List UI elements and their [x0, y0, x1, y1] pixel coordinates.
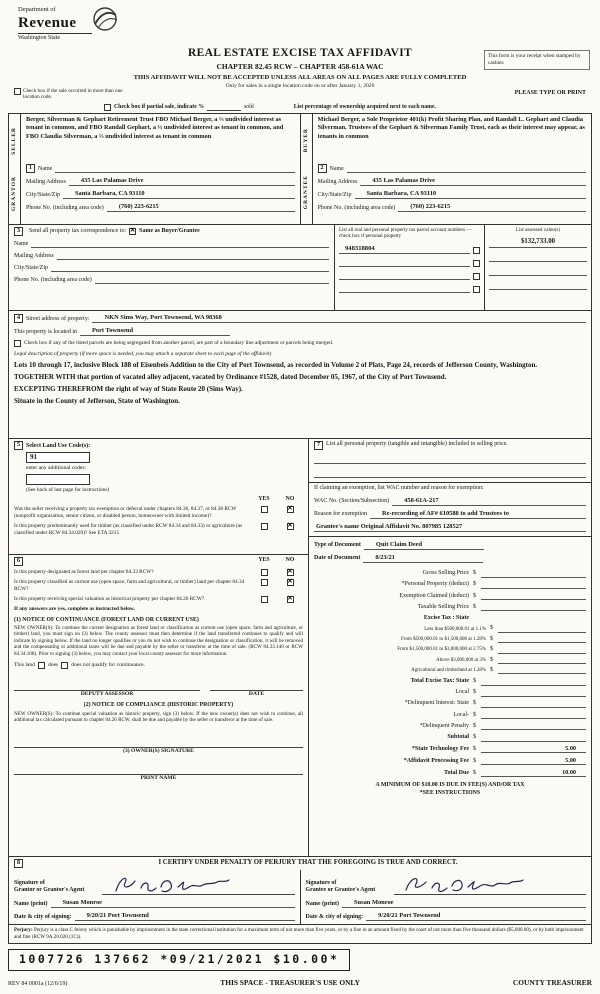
dollar-sign: $ [473, 592, 476, 599]
notice-continuance-body: NEW OWNER(S): To continue the current designation as forest land or classification as current use (open space, farm and agriculture, or timber) land, you must sign on (3) below. The county assessor must then determine if the land transferred continues to qualify and will indicate by signing below. If the land no longer qualifies or you do not wish to continue the designation or classification, it will be removed and the compensating or additional taxes will be due and payable by the seller or transferor at the time of sale. (RCW 84.33.140 or RCW 84.34.108). Prior to signing (3) below, you may contact your local county assessor for more information. [14, 624, 303, 657]
grantee-date-city-label: Date & city of signing: [305, 913, 364, 920]
section-5-number: 5 [14, 441, 23, 450]
deputy-assessor-date-line[interactable] [210, 683, 303, 691]
money-input[interactable]: 5.00 [481, 745, 586, 754]
parcel-number-input-2[interactable] [339, 259, 470, 267]
s5-q1-text: Was the seller receiving a property tax exemption or deferral under chapters 84.36, 84.37, or 84.38 RCW (nonprofit organization, senior citizen, or disabled person, homeowner with limited income)? [14, 505, 237, 519]
owner-signature-line[interactable] [14, 740, 303, 748]
land-use-code-input[interactable]: 91 [26, 452, 90, 463]
s5-no-header: NO [285, 495, 295, 502]
grantee-date-city-input[interactable]: 9/20/21 Port Townsend [366, 912, 586, 921]
section-7-divider-2 [309, 536, 591, 537]
dollar-sign: $ [490, 635, 493, 642]
s6-q3-yes-checkbox[interactable] [261, 596, 268, 603]
personal-property-input-1[interactable] [314, 455, 586, 464]
money-row-rate-4 [314, 656, 586, 664]
corr-csz-input[interactable] [51, 264, 329, 272]
seller-strip-label: SELLER [11, 127, 18, 156]
money-input[interactable] [498, 666, 586, 674]
money-row-local [314, 689, 586, 697]
money-input[interactable] [481, 581, 586, 589]
grantee-strip-label: GRANTEE [302, 175, 309, 210]
money-label: Gross Selling Price [422, 570, 469, 577]
section-7-number: 7 [314, 441, 323, 450]
form-header [8, 4, 592, 100]
legal-description-paragraph-3: EXCEPTING THEREFROM the right of way of State Route 20 (Sims Way). [14, 385, 243, 394]
buyer-mailing-input[interactable]: 435 Las Palamas Drive [360, 177, 586, 186]
additional-codes-input[interactable] [26, 474, 90, 485]
money-row-tech-fee [314, 745, 586, 754]
warning-line: THIS AFFIDAVIT WILL NOT BE ACCEPTED UNLESS ALL AREAS ON ALL PAGES ARE FULLY COMPLETED [133, 73, 467, 81]
certify-statement: I CERTIFY UNDER PENALTY OF PERJURY THAT THE FOREGOING IS TRUE AND CORRECT. [158, 859, 458, 867]
buyer-csz-label: City/State/Zip [317, 191, 352, 198]
dollar-sign: $ [473, 757, 476, 764]
corr-name-label: Name [14, 240, 29, 247]
s5-question-1 [14, 506, 303, 520]
minimum-fee-note [314, 782, 586, 798]
land-does-checkbox[interactable] [38, 662, 45, 669]
signature-grid [9, 870, 591, 924]
wac-input[interactable]: 458-61A-217 [392, 497, 586, 506]
parcel-personal-checkbox-1[interactable] [473, 247, 480, 254]
assessed-values-column [485, 225, 591, 310]
reason-exemption-label: Reason for exemption [314, 511, 367, 517]
assessed-value-input-4[interactable] [489, 281, 587, 290]
dollar-sign: $ [473, 745, 476, 752]
chapter-line: CHAPTER 82.45 RCW – CHAPTER 458-61A WAC [216, 62, 384, 72]
section-6-number: 6 [14, 557, 23, 566]
assessed-values-label: List assessed value(s) [515, 227, 561, 233]
seller-csz-input[interactable]: Santa Barbara, CA 93110 [63, 190, 295, 199]
owner-signature-label: (3) OWNER(S) SIGNATURE [123, 747, 194, 754]
s6-question-2 [14, 579, 303, 593]
money-row-rate-1 [314, 625, 586, 633]
seller-mailing-input[interactable]: 435 Las Palamas Drive [69, 177, 295, 186]
grantee-sig-label-1: Signature of [305, 879, 337, 886]
dollar-sign: $ [490, 646, 493, 653]
perjury-note [9, 924, 591, 943]
s6-q3-no-checkbox[interactable]: ✕ [287, 595, 293, 602]
money-input[interactable] [498, 635, 586, 643]
s6-q1-text: Is this property designated as forest land per chapter 84.33 RCW? [14, 569, 154, 575]
same-as-buyer-checkbox[interactable]: ✕ [129, 227, 136, 235]
lower-columns [8, 439, 592, 857]
section-1-seller [9, 114, 300, 224]
s5-q2-text: Is this property predominantly used for timber (as classified under RCW 84.34 and 84.33) or agriculture (as classified under RCW 84.34.020)? See ETA 3215 [14, 522, 243, 536]
section-2-buyer [300, 114, 592, 224]
corr-phone-input[interactable] [95, 276, 329, 284]
money-input[interactable] [481, 603, 586, 611]
money-label: Local- [453, 711, 469, 718]
seller-name-label: Name [38, 165, 53, 172]
s6-yes-header: YES [258, 557, 270, 563]
segregated-checkbox[interactable] [14, 340, 21, 347]
parcel-number-input-4[interactable] [339, 285, 470, 293]
section-6-designations [9, 555, 308, 856]
personal-property-label: List all personal property (tangible and intangible) included in selling price. [326, 441, 508, 447]
s5-q1-no-checkbox[interactable]: ✕ [287, 505, 293, 513]
money-input[interactable] [481, 689, 586, 697]
money-input[interactable] [498, 625, 586, 633]
perjury-label: Perjury: [14, 927, 33, 933]
does-label: does [47, 662, 59, 669]
section-8-certification [8, 857, 592, 944]
money-row-delinquent-penalty [314, 722, 586, 730]
parcel-number-input-1[interactable]: 948318804 [339, 245, 470, 254]
street-address-input[interactable]: NKN Sims Way, Port Townsend, WA 98368 [92, 314, 586, 323]
grantor-name-print-input[interactable]: Susan Monroe [51, 899, 295, 908]
s5-q1-yes-checkbox[interactable] [261, 506, 268, 513]
deputy-assessor-signature-line[interactable] [14, 683, 200, 691]
s6-q1-no-checkbox[interactable]: ✕ [287, 568, 293, 576]
seller-fields [21, 114, 300, 224]
money-label: Total Due [444, 769, 469, 776]
money-row-processing-fee [314, 757, 586, 766]
footer-line [8, 978, 592, 989]
money-label: Less than $500,000.01 at 1.1% [424, 626, 486, 632]
grantor-strip-label: GRANTOR [11, 175, 18, 211]
type-of-document-input[interactable]: Quit Claim Deed [364, 541, 484, 550]
money-label: From $1,500,000.01 to $3,000,000 at 2.75% [397, 647, 486, 653]
s6-question-3 [14, 596, 303, 603]
money-input[interactable] [481, 592, 586, 600]
dollar-sign: $ [490, 666, 493, 673]
seller-phone-input[interactable]: (760) 223-6215 [107, 203, 295, 212]
money-row-total-due [314, 769, 586, 778]
seller-phone-label: Phone No. (including area code) [26, 204, 104, 211]
dollar-sign: $ [473, 603, 476, 610]
money-row-exemption [314, 592, 586, 600]
logo-revenue-text: Revenue [18, 15, 77, 32]
dollar-sign: $ [473, 689, 476, 696]
s6-q1-yes-checkbox[interactable] [261, 569, 268, 576]
buyer-mailing-label: Mailing Address [317, 178, 358, 185]
money-row-total-state [314, 678, 586, 686]
ownership-note: List percentage of ownership acquired next to each name. [293, 103, 436, 110]
dollar-sign: $ [473, 570, 476, 577]
money-label: Taxable Selling Price [417, 603, 469, 610]
section-1-number: 1 [26, 164, 35, 173]
grantee-sig-label-2: Grantee or Grantee's Agent [305, 887, 376, 894]
money-input[interactable] [481, 700, 586, 708]
money-label: Subtotal [447, 734, 469, 741]
notice-compliance-body: NEW OWNER(S): To continue special valuation as historic property, sign (3) below. If the new owner(s) does not wish to continue, all additional tax calculated pursuant to chapter 84.26 RCW, shall be due and payable by the seller or transferor at the time of sale. [14, 710, 303, 724]
buyer-phone-label: Phone No. (including area code) [317, 204, 396, 211]
land-use-label: Select Land Use Code(s): [26, 442, 91, 449]
dollar-sign: $ [473, 581, 476, 588]
parcel-personal-checkbox-3[interactable] [473, 273, 480, 280]
section-7-divider-1 [309, 482, 591, 483]
logo-state-text: Washington State [18, 33, 92, 43]
dollar-sign: $ [490, 625, 493, 632]
treasurer-space-label: THIS SPACE - TREASURER'S USE ONLY [220, 977, 361, 987]
buyer-name-line[interactable] [347, 165, 586, 173]
land-does-not-checkbox[interactable] [61, 662, 68, 669]
dor-logo [18, 6, 138, 42]
money-label: From $500,000.01 to $1,500,000 at 1.28% [401, 636, 486, 642]
s5-yes-header: YES [258, 495, 270, 502]
section-2-number: 2 [318, 164, 327, 173]
money-row-rate-3 [314, 646, 586, 654]
grantor-sig-label-2: Grantor or Grantor's Agent [14, 887, 85, 894]
legal-description-paragraph-4: Situate in the County of Jefferson, State of Washington. [14, 397, 180, 406]
section-3-correspondence [8, 225, 592, 311]
left-column [9, 439, 309, 856]
buyer-grantee-strip [301, 114, 313, 224]
money-label: *Affidavit Processing Fee [403, 757, 469, 764]
street-address-label: Street address of property: [26, 315, 90, 322]
cashier-stamp: 1007726 137662 *09/21/2021 $10.00* [8, 949, 350, 970]
partial-sale-label: Check box if partial sale, indicate % [114, 103, 205, 110]
located-in-label: This property is located in [14, 328, 77, 335]
money-input[interactable] [481, 722, 586, 730]
section-3-number: 3 [14, 227, 23, 236]
corr-name-input[interactable] [31, 240, 329, 248]
parcel-header: List all real and personal property tax parcel account numbers — check box if personal property [339, 227, 472, 240]
seller-mailing-label: Mailing Address [26, 178, 66, 185]
s6-q3-text: Is this property receiving special valuation as historical property per chapter 84.26 RCW? [14, 595, 205, 602]
money-row-gross [314, 570, 586, 578]
s6-q2-yes-checkbox[interactable] [261, 579, 268, 586]
s5-q2-yes-checkbox[interactable] [261, 523, 268, 530]
money-input[interactable] [481, 734, 586, 742]
seller-name-value[interactable]: Berger, Silverman & Gephart Retirement Trust FBO Michael Berger, a ⅓ undivided interest as tenant in common, and FBO Randall Gephart, a ⅓ undivided interest as tenant in common, and FBO Claudia Silverman, a ⅓ undivided interest as tenant in common [26, 116, 284, 140]
money-input[interactable] [498, 656, 586, 664]
grantee-signature-line[interactable] [394, 871, 587, 895]
sold-label: sold [244, 103, 254, 110]
legal-description-paragraph-2: TOGETHER WITH that portion of vacated alley adjacent, vacated by Ordinance #1528, dated December 05, 1967, of the City of Port Townsend. [14, 372, 447, 381]
dor-logo-mark-icon [90, 6, 120, 34]
dollar-sign: $ [473, 678, 476, 685]
money-label: Total Excise Tax: State [410, 678, 469, 685]
s5-question-2 [14, 523, 303, 537]
parcel-personal-checkbox-2[interactable] [473, 260, 480, 267]
seller-name-line[interactable] [55, 165, 294, 173]
corr-csz-label: City/State/Zip [14, 264, 48, 271]
section-7-tax [309, 439, 591, 856]
money-input[interactable] [481, 711, 586, 719]
buyer-phone-input[interactable]: (760) 223-6215 [398, 203, 586, 212]
does-not-label: does not qualify for continuance. [71, 662, 146, 669]
type-or-print-label: PLEASE TYPE OR PRINT [514, 90, 586, 96]
partial-sale-percent-input[interactable] [207, 110, 241, 111]
print-name-label: PRINT NAME [140, 774, 177, 781]
grantee-name-print-input[interactable]: Susan Monroe [342, 899, 586, 908]
minimum-fee-line-1: A MINIMUM OF $10.00 IS DUE IN FEE(S) AND/OR TAX [375, 782, 525, 789]
buyer-fields [313, 114, 592, 224]
perjury-body: Perjury is a class C felony which is punishable by imprisonment in the state correctional institution for a maximum term of not more than five years, or by a fine in an amount fixed by the court of not more than five thousand dollars ($5,000.00), or by both imprisonment and fine (RCW 9A.20.020 (1C)). [14, 927, 584, 940]
s6-q2-no-checkbox[interactable]: ✕ [287, 578, 293, 586]
money-row-subtotal [314, 734, 586, 742]
parcel-numbers-column [335, 225, 485, 310]
segregated-label: Check box if any of the listed parcels are being segregated from another parcel, are part of a boundary line adjustment or parcels being merged. [24, 340, 334, 347]
personal-property-input-2[interactable] [314, 469, 586, 478]
date-label: DATE [248, 691, 265, 698]
buyer-name-value[interactable]: Michael Berger, a Sole Proprietor 401(k) Profit Sharing Plan, and Randall L. Gephart and Claudia Silverman, Trustees of the Gephart & Silverman Family Trust, each as their interest may appear, as tenants in common [317, 116, 585, 140]
money-label: *Personal Property (deduct) [401, 581, 469, 588]
grantor-signature [106, 872, 246, 898]
exemption-header: If claiming an exemption, list WAC number and reason for exemption: [314, 485, 484, 491]
seller-csz-label: City/State/Zip [26, 191, 60, 198]
see-back-note: (See back of last page for instructions) [26, 486, 110, 493]
reason-exemption-input-2[interactable]: Grantee's name Original Affidavit No. 807985 128527 [314, 523, 586, 532]
s6-q2-text: Is this property classified as current use (open space, farm and agricultural, or timber) land per chapter 84.34 RCW? [14, 579, 245, 592]
dollar-sign: $ [473, 722, 476, 729]
correspondence-fields [9, 225, 335, 310]
money-label: Excise Tax : State [423, 614, 469, 621]
money-table [314, 567, 586, 778]
continuance-qualify-row [14, 662, 303, 669]
date-of-document-label: Date of Document [314, 555, 361, 561]
assessed-value-input-2[interactable] [489, 253, 587, 262]
dollar-sign: $ [473, 769, 476, 776]
assessed-value-input-3[interactable] [489, 267, 587, 276]
money-input[interactable]: 5.00 [481, 757, 586, 766]
parties-section [8, 113, 592, 225]
type-of-document-label: Type of Document [314, 542, 361, 548]
s5-q2-no-checkbox[interactable]: ✕ [287, 521, 293, 529]
money-label: Local [455, 689, 469, 696]
section-8-number: 8 [14, 859, 23, 868]
s6-no-header: NO [285, 557, 295, 563]
dollar-sign: $ [473, 700, 476, 707]
section-4-number: 4 [14, 314, 23, 323]
money-label: *Delinquent Interest: State [404, 700, 469, 707]
money-input[interactable] [498, 646, 586, 654]
wac-label: WAC No. (Section/Subsection) [314, 498, 390, 504]
grantee-signature [398, 872, 538, 898]
section-4-property [8, 311, 592, 439]
same-as-buyer-label: Same as Buyer/Grantee [139, 227, 200, 234]
money-row-personal [314, 581, 586, 589]
county-treasurer-label: COUNTY TREASURER [512, 977, 592, 987]
grantee-name-print-label: Name (print) [305, 900, 339, 907]
partial-sale-checkbox[interactable] [104, 104, 111, 111]
multi-location-checkbox[interactable] [14, 88, 21, 95]
money-label: Above $3,000,000 at 3% [436, 657, 486, 663]
money-row-delinquent-interest [314, 700, 586, 708]
only-for-line: Only for sales in a single location code on or after January 1, 2020 [225, 82, 375, 89]
form-title: REAL ESTATE EXCISE TAX AFFIDAVIT [188, 47, 412, 59]
grantor-date-city-label: Date & city of signing: [14, 913, 72, 920]
money-input[interactable] [481, 570, 586, 578]
grantor-sig-label-1: Signature of [14, 879, 45, 886]
reason-exemption-input-1[interactable]: Re-recording of AF# 610588 to add Trustees to [370, 510, 586, 519]
money-input[interactable]: 10.00 [481, 769, 586, 778]
s6-question-1 [14, 569, 303, 576]
parcel-personal-checkbox-4[interactable] [473, 286, 480, 293]
buyer-name-label: Name [329, 165, 344, 172]
print-name-line[interactable] [14, 767, 303, 775]
dollar-sign: $ [490, 656, 493, 663]
grantor-signature-block [9, 870, 300, 924]
assessed-value-input-1[interactable]: $132,733.00 [489, 238, 587, 247]
seller-grantor-strip [9, 114, 21, 224]
deputy-assessor-label: DEPUTY ASSESSOR [80, 691, 134, 698]
minimum-fee-line-2: *SEE INSTRUCTIONS [419, 790, 481, 797]
money-row-taxable [314, 603, 586, 611]
money-row-rate-2 [314, 635, 586, 643]
qualify-prefix: This land [14, 662, 35, 669]
money-row-rate-5 [314, 666, 586, 674]
grantor-signature-line[interactable] [102, 871, 295, 895]
money-label: Exemption Claimed (deduct) [399, 592, 469, 599]
buyer-strip-label: BUYER [302, 128, 309, 153]
corr-phone-label: Phone No. (including area code) [14, 276, 92, 283]
multi-location-check-row [14, 88, 138, 100]
send-correspondence-label: Send all property tax correspondence to: [29, 227, 127, 234]
form-revision-number: REV 84 0001a (12/6/19) [8, 980, 68, 987]
cashier-stamp-row [8, 949, 592, 970]
s6-yes-no-header [14, 557, 303, 566]
legal-description-label: Legal description of property (if more space is needed, you may attach a separate sheet to each page of the affidavit) [14, 351, 272, 357]
header-title-block [133, 46, 467, 90]
logo-dept-text: Department of [18, 6, 56, 13]
money-row-delinquent-local [314, 711, 586, 719]
buyer-csz-input[interactable]: Santa Barbara, CA 93110 [355, 190, 587, 199]
located-in-input[interactable]: Port Townsend [80, 327, 230, 336]
grantee-signature-block [300, 870, 592, 924]
legal-description-paragraph-1: Lots 10 through 17, inclusive Block 188 of Eisenbeis Addition to the City of Port Townsend, as recorded in Volume 2 of Plats, Page 24, records of Jefferson County, Washington. [14, 360, 538, 369]
money-label: *State Technology Fee [412, 745, 469, 752]
multi-location-label: Check box if the sale occurred in more than one location code. [23, 88, 123, 101]
s6-instruction: If any answers are yes, complete as instructed below. [14, 605, 135, 612]
notice-compliance-title: (2) NOTICE OF COMPLIANCE (HISTORIC PROPERTY) [83, 702, 234, 709]
money-input[interactable] [481, 678, 586, 686]
parcel-number-input-3[interactable] [339, 272, 470, 280]
grantor-date-city-input[interactable]: 9/20/21 Port Townsend [75, 912, 295, 921]
money-input [481, 614, 586, 622]
money-row-excise-state [314, 614, 586, 622]
corr-mailing-label: Mailing Address [14, 252, 54, 259]
notice-continuance-title: (1) NOTICE OF CONTINUANCE (FOREST LAND OR CURRENT USE) [14, 616, 199, 623]
dollar-sign: $ [473, 734, 476, 741]
corr-mailing-input[interactable] [57, 252, 329, 260]
grantor-name-print-label: Name (print) [14, 900, 48, 907]
additional-codes-label: enter any additional codes: [26, 465, 87, 471]
section-5-land-use [9, 439, 308, 555]
s5-yes-no-header [14, 496, 303, 503]
money-label: Agricultural and timberland at 1.28% [411, 668, 486, 674]
partial-sale-row [8, 100, 592, 113]
receipt-note: This form is your receipt when stamped by cashier. [484, 50, 590, 70]
money-label: *Delinquent Penalty [419, 722, 469, 729]
dollar-sign: $ [473, 711, 476, 718]
date-of-document-input[interactable]: 8/23/21 [363, 554, 483, 563]
